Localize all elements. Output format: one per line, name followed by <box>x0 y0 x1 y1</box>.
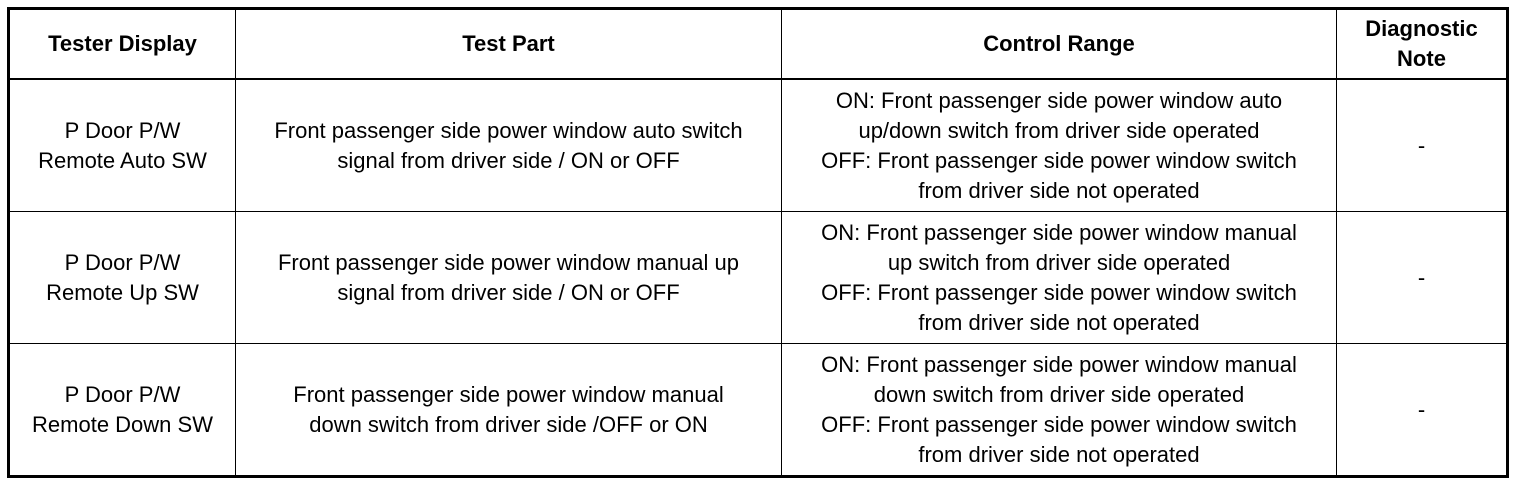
tester-display-cell <box>9 79 236 212</box>
control-range-cell <box>782 79 1337 212</box>
cell-line: Remote Auto SW <box>38 147 207 173</box>
table-row <box>9 79 1508 212</box>
cell-line: ON: Front passenger side power window manual <box>821 219 1297 245</box>
cell-line: down switch from driver side operated <box>873 381 1245 407</box>
cell-line: OFF: Front passenger side power window switch <box>821 147 1297 173</box>
control-range-cell <box>782 344 1337 477</box>
header-tester-display: Tester Display <box>9 9 236 80</box>
table-row <box>9 212 1508 344</box>
test-part-cell <box>236 212 782 344</box>
cell-line: ON: Front passenger side power window manual <box>821 351 1297 377</box>
cell-line: Front passenger side power window manual <box>293 381 724 407</box>
cell-line: up/down switch from driver side operated <box>858 117 1260 143</box>
cell-line: P Door P/W <box>64 117 181 143</box>
cell-line: from driver side not operated <box>918 177 1200 203</box>
diagnostic-note-cell: - <box>1337 344 1508 477</box>
data-table <box>7 7 1509 478</box>
diagnostic-note-cell: - <box>1337 79 1508 212</box>
tester-display-cell <box>9 212 236 344</box>
cell-line: Front passenger side power window manual up <box>277 249 740 275</box>
cell-line: up switch from driver side operated <box>887 249 1231 275</box>
table-row <box>9 344 1508 477</box>
cell-line: signal from driver side / ON or OFF <box>337 279 680 305</box>
cell-line: ON: Front passenger side power window auto <box>835 87 1283 113</box>
test-part-cell <box>236 79 782 212</box>
cell-line: signal from driver side / ON or OFF <box>337 147 680 173</box>
header-control-range: Control Range <box>782 9 1337 80</box>
header-diagnostic-note-text: Diagnostic Note <box>1365 16 1478 71</box>
cell-line: P Door P/W <box>64 249 181 275</box>
cell-line: down switch from driver side /OFF or ON <box>309 411 708 437</box>
cell-line: from driver side not operated <box>918 441 1200 467</box>
tester-display-cell <box>9 344 236 477</box>
header-diagnostic-note <box>1337 9 1508 80</box>
cell-line: OFF: Front passenger side power window switch <box>821 411 1297 437</box>
header-row <box>9 9 1508 80</box>
cell-line: OFF: Front passenger side power window switch <box>821 279 1297 305</box>
header-test-part: Test Part <box>236 9 782 80</box>
control-range-cell <box>782 212 1337 344</box>
test-part-cell <box>236 344 782 477</box>
cell-line: Remote Up SW <box>46 279 199 305</box>
cell-line: P Door P/W <box>64 381 181 407</box>
diagnostic-note-cell: - <box>1337 212 1508 344</box>
cell-line: from driver side not operated <box>918 309 1200 335</box>
cell-line: Remote Down SW <box>32 411 213 437</box>
cell-line: Front passenger side power window auto switch <box>274 117 743 143</box>
